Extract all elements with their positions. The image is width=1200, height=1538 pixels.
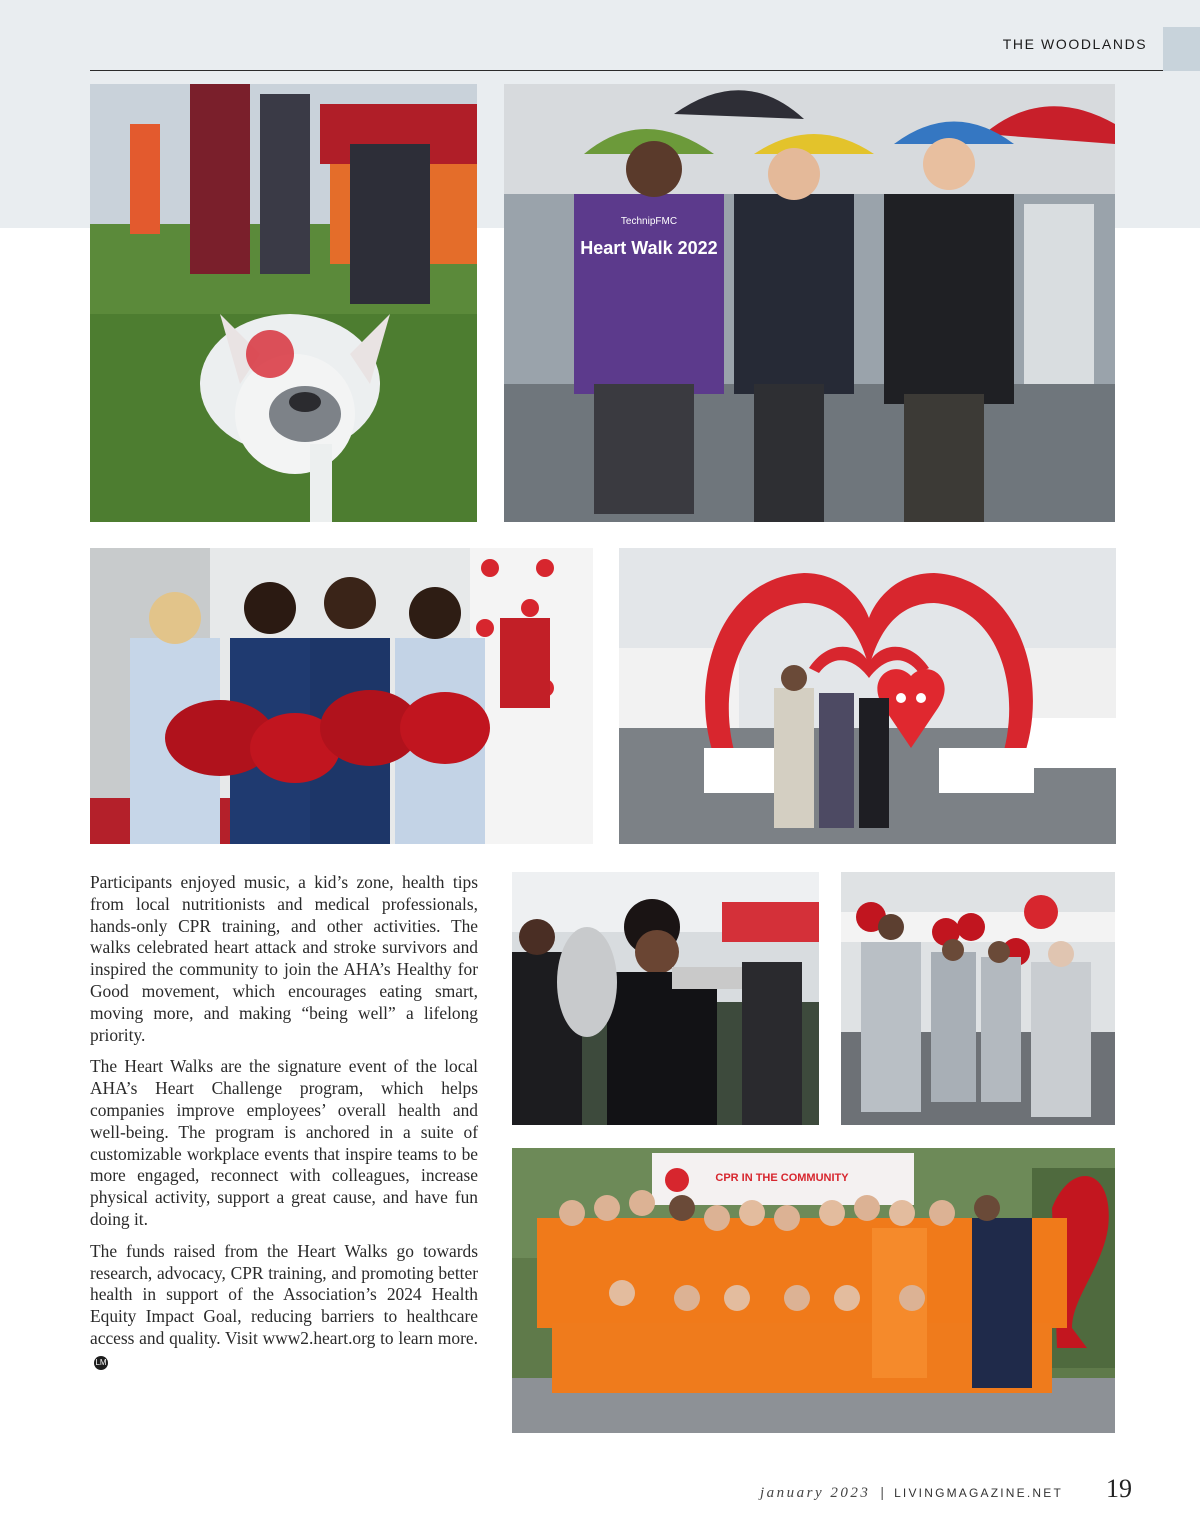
article-paragraph: Participants enjoyed music, a kid’s zone, health tips from local nutritionists and medical professionals, hands-only CPR training, and other activities. The walks celebrated heart attack and stroke survivors and inspired the community to join the AHA’s Healthy for Good movement, which encourages eating smart, moving more, and making “being well” a lifelong priority. bbox=[90, 872, 478, 1045]
dog-photo bbox=[90, 84, 477, 522]
footer-separator: | bbox=[880, 1484, 885, 1500]
footer-issue-date: january 2023 bbox=[760, 1485, 871, 1501]
header-rule bbox=[90, 70, 1163, 71]
umbrella-walkers-photo bbox=[504, 84, 1115, 522]
sponsor-text: TechnipFMC bbox=[620, 216, 678, 227]
page-footer bbox=[760, 1484, 1140, 1514]
heart-arch-photo bbox=[619, 548, 1116, 844]
pom-pom-walkers-photo bbox=[841, 872, 1115, 1125]
article-paragraph-text: The funds raised from the Heart Walks go towards research, advocacy, CPR training, and promoting better health in support of the Association’s 2024 Health Equity Impact Goal, reducing barriers to healthcare access and quality. Visit www2.heart.org to learn more. bbox=[90, 1240, 478, 1348]
article-paragraph: The Heart Walks are the signature event of the local AHA’s Heart Challenge program, which helps companies improve employees’ overall health and well-being. The program is anchored in a suite of customizable workplace events that inspire teams to be more engaged, reconnect with colleagues, increase physical activity, support a great cause, and have fun doing it. bbox=[90, 1056, 478, 1229]
page-number: 19 bbox=[1106, 1474, 1132, 1503]
section-tab bbox=[1163, 27, 1200, 71]
cheerleaders-photo bbox=[90, 548, 593, 844]
article-paragraph bbox=[90, 1241, 478, 1372]
banner-text: CPR IN THE COMMUNITY bbox=[715, 1172, 849, 1184]
cpr-group-photo bbox=[512, 1148, 1115, 1433]
footer-website: LIVINGMAGAZINE.NET bbox=[894, 1486, 1064, 1500]
section-label: THE WOODLANDS bbox=[1002, 36, 1148, 52]
shirt-text: Heart Walk 2022 bbox=[580, 238, 718, 258]
end-mark-icon: LM bbox=[94, 1356, 108, 1370]
marching-band-photo bbox=[512, 872, 819, 1125]
article-body bbox=[90, 872, 478, 1382]
